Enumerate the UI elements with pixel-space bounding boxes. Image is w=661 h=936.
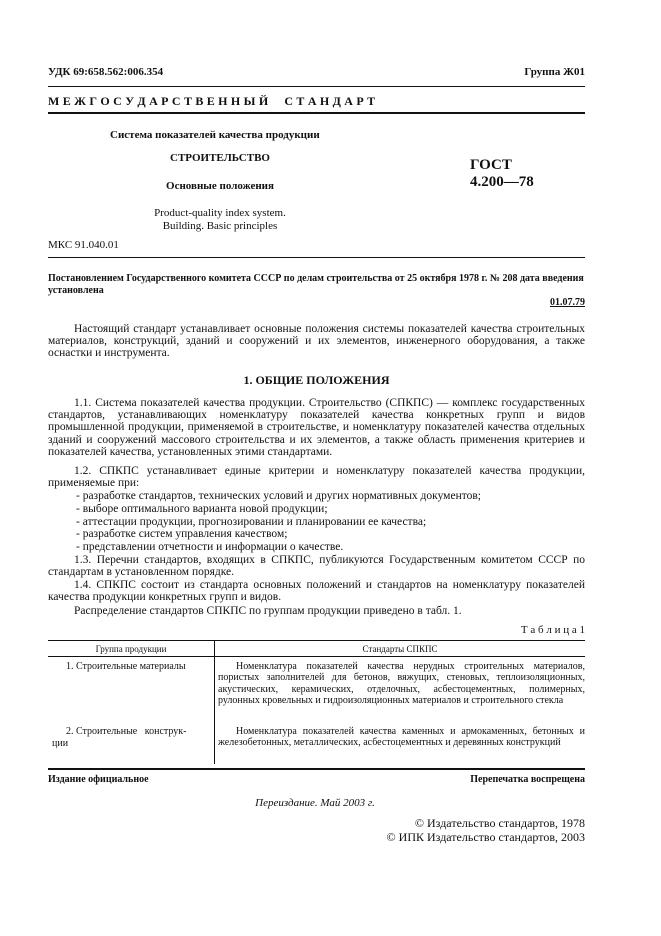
decree-date: 01.07.79	[550, 297, 585, 308]
title-rule	[48, 257, 585, 258]
table-column-divider	[214, 640, 215, 764]
subtitle: Основные положения	[166, 180, 274, 192]
section-1-heading: 1. ОБЩИЕ ПОЛОЖЕНИЯ	[243, 373, 390, 387]
standard-type-banner: М Е Ж Г О С У Д А Р С Т В Е Н Н Ы Й С Т А Н Д А Р Т	[48, 94, 376, 108]
top-rule	[48, 86, 585, 87]
paragraph-1-2: 1.2. СПКПС устанавливает единые критерии и номенклатуру показателей качества продукции, применяемые при:	[48, 465, 585, 490]
paragraph-1-4: 1.4. СПКПС состоит из стандарта основных положений и стандартов на номенклатуру показателей качества продукции конкретных групп и видов.	[48, 579, 585, 604]
distribution-note: Распределение стандартов СПКПС по группам продукции приведено в табл. 1.	[74, 605, 462, 617]
list-item: - разработке систем управления качеством;	[76, 528, 288, 540]
decree-text: Постановлением Государственного комитета СССР по делам строительства от 25 октября 1978 г. № 208 дата введения установлена	[48, 273, 584, 296]
intro-paragraph: Настоящий стандарт устанавливает основные положения системы показателей качества строительных материалов, конструкций, зданий и сооружений и их элементов, инженерного оборудования, а также оснастки и инструмента.	[48, 323, 585, 360]
english-title-line-2: Building. Basic principles	[162, 220, 278, 232]
udk-code: УДК 69:658.562:006.354	[48, 66, 164, 78]
copyright-2003: © ИПК Издательство стандартов, 2003	[386, 830, 585, 844]
list-item: - разработке стандартов, технических условий и других нормативных документов;	[76, 490, 481, 502]
reissue-note: Переиздание. Май 2003 г.	[255, 797, 375, 809]
subject-title: СТРОИТЕЛЬСТВО	[170, 152, 270, 164]
banner-rule	[48, 112, 585, 114]
mks-code: МКС 91.040.01	[48, 239, 119, 251]
table-top-rule	[48, 640, 585, 641]
table-cell-group: 2. Строительные конструк-	[66, 726, 187, 737]
table-header-standards: Стандарты СПКПС	[362, 644, 438, 654]
english-title-line-1: Product-quality index system.	[154, 207, 286, 219]
table-cell-group: 1. Строительные материалы	[66, 661, 186, 672]
table-header-group: Группа продукции	[95, 644, 167, 654]
group-code: Группа Ж01	[524, 66, 585, 78]
list-item: - аттестации продукции, прогнозировании и планировании ее качества;	[76, 516, 427, 528]
gost-number: 4.200—78	[470, 174, 534, 190]
gost-label: ГОСТ	[470, 157, 512, 173]
official-edition: Издание официальное	[48, 774, 149, 785]
list-item: - выборе оптимального варианта новой продукции;	[76, 503, 328, 515]
table-cell-standards: Номенклатура показателей качества нерудных строительных материалов, пористых заполнителей для бетонов, вяжущих, стеновых, теплоизоляционных, акустических, керамических, отделочных, асбестоцементных, полимерных, рулонных кровельных и гидроизоляционных материалов и строительного стекла	[218, 661, 585, 707]
reprint-notice: Перепечатка воспрещена	[470, 774, 585, 785]
paragraph-1-3: 1.3. Перечни стандартов, входящих в СПКПС, публикуются Государственным комитетом СССР по стандартам в установленном порядке.	[48, 554, 585, 579]
table-cell-standards: Номенклатура показателей качества каменных и армокаменных, бетонных и железобетонных, металлических, асбестоцементных и деревянных конструкций	[218, 726, 585, 749]
table-cell-group-continuation: ции	[52, 738, 69, 749]
paragraph-1-1: 1.1. Система показателей качества продукции. Строительство (СПКПС) — комплекс государственных стандартов, устанавливающих номенклатуру показателей качества конкретных групп и видов промышленной продукции, применяемой в строительстве, и номенклатуру показателей качества отдельных зданий и сооружений массового строительства и их элементов, а также область применения критериев и показателей качества, установленных этими стандартами.	[48, 397, 585, 458]
table-caption: Т а б л и ц а 1	[520, 624, 585, 636]
copyright-1978: © Издательство стандартов, 1978	[414, 816, 585, 830]
footer-rule	[48, 768, 585, 770]
list-item: - представлении отчетности и информации о качестве.	[76, 541, 344, 553]
table-header-rule	[48, 656, 585, 657]
system-title: Система показателей качества продукции	[110, 129, 320, 141]
